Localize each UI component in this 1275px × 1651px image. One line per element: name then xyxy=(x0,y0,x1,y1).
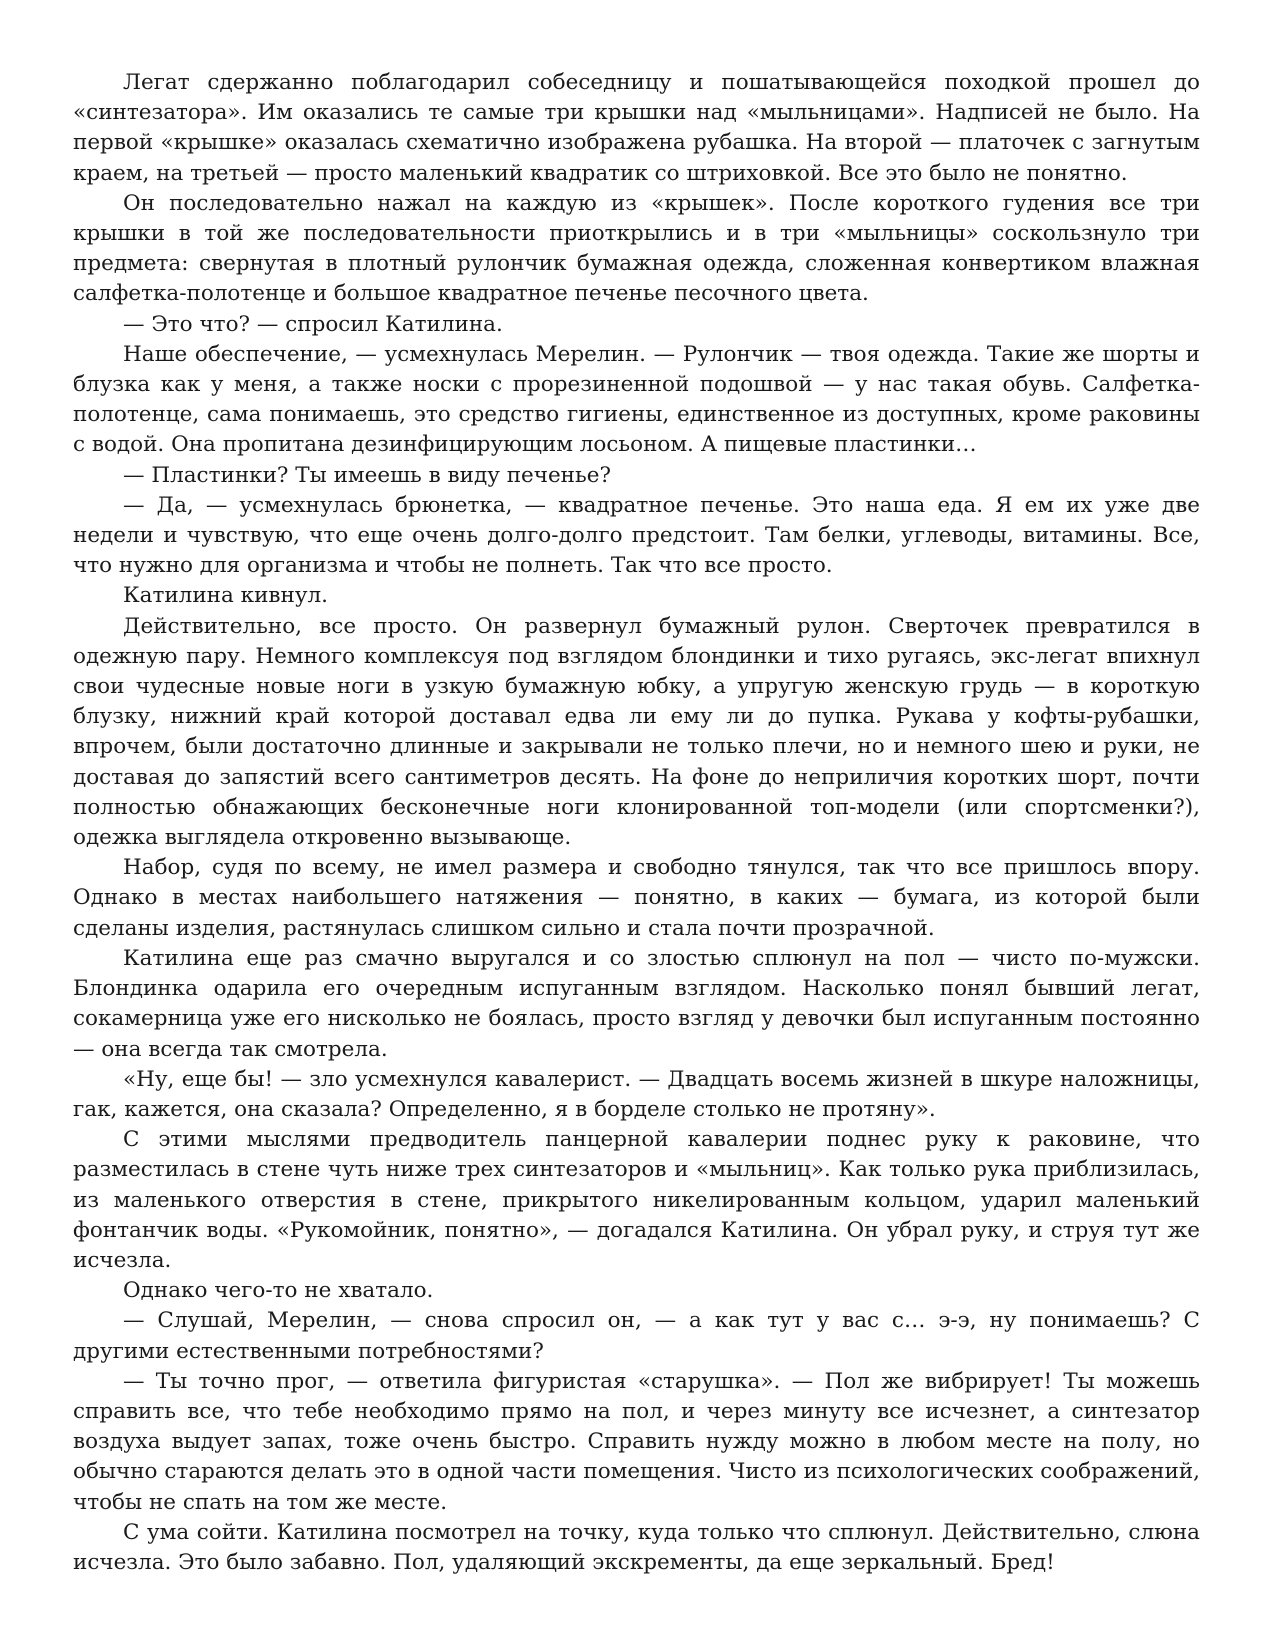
document-page xyxy=(73,68,1200,1578)
paragraph: Катилина кивнул. xyxy=(123,583,328,609)
paragraph: — Это что? — спросил Катилина. xyxy=(123,311,503,337)
paragraph: — Ты точно прог, — ответила фигуристая «старушка». — Пол же вибрирует! Ты можешь справить все, что тебе необходимо прямо на пол, и через минуту все исчезнет, а синтезатор воздуха выдует запах, тоже очень быстро. Справить нужду можно в любом месте на полу, но обычно стараются делать это в одной части помещения. Чисто из психологических соображений, чтобы не спать на том же месте. xyxy=(73,1368,1200,1515)
paragraph: «Ну, еще бы! — зло усмехнулся кавалерист. — Двадцать восемь жизней в шкуре наложницы, гак, кажется, она сказала? Определенно, я в борделе столько не протяну». xyxy=(73,1066,1200,1122)
paragraph: Однако чего-то не хватало. xyxy=(123,1278,434,1304)
paragraph: Легат сдержанно поблагодарил собеседницу и пошатывающейся походкой прошел до «синтезатора». Им оказались те самые три крышки над «мыльницами». Надписей не было. На первой «крышке» оказалась схематично изображена рубашка. На второй — платочек с загнутым краем, на третьей — просто маленький квадратик со штриховкой. Все это было не понятно. xyxy=(73,70,1200,186)
paragraph: С этими мыслями предводитель панцерной кавалерии поднес руку к раковине, что разместилась в стене чуть ниже трех синтезаторов и «мыльниц». Как только рука приблизилась, из маленького отверстия в стене, прикрытого никелированным кольцом, ударил маленький фонтанчик воды. «Рукомойник, понятно», — догадался Катилина. Он убрал руку, и струя тут же исчезла. xyxy=(73,1127,1200,1273)
paragraph: Он последовательно нажал на каждую из «крышек». После короткого гудения все три крышки в той же последовательности приоткрылись и в три «мыльницы» соскользнуло три предмета: свернутая в плотный рулончик бумажная одежда, сложенная конвертиком влажная салфетка-полотенце и большое квадратное печенье песочного цвета. xyxy=(73,190,1200,307)
paragraph: Действительно, все просто. Он развернул бумажный рулон. Сверточек превратился в одежную пару. Немного комплексуя под взглядом блондинки и тихо ругаясь, экс-легат впихнул свои чудесные новые ноги в узкую бумажную юбку, а упругую женскую грудь — в короткую блузку, нижний край которой доставал едва ли ему ли до пупка. Рукава у кофты-рубашки, впрочем, были достаточно длинные и закрывали не только плечи, но и немного шею и руки, не доставая до запястий всего сантиметров десять. На фоне до неприличия коротких шорт, почти полностью обнажающих бесконечные ноги клонированной топ-модели (или спортсменки?), одежка выглядела откровенно вызывающе. xyxy=(73,613,1200,851)
paragraph: Катилина еще раз смачно выругался и со злостью сплюнул на пол — чисто по-мужски. Блондинка одарила его очередным испуганным взглядом. Насколько понял бывший легат, сокамерница уже его нисколько не боялась, просто взгляд у девочки был испуганным постоянно — она всегда так смотрела. xyxy=(73,945,1200,1062)
paragraph: — Да, — усмехнулась брюнетка, — квадратное печенье. Это наша еда. Я ем их уже две недели и чувствую, что еще очень долго-долго предстоит. Там белки, углеводы, витамины. Все, что нужно для организма и чтобы не полнеть. Так что все просто. xyxy=(73,492,1200,579)
paragraph: — Пластинки? Ты имеешь в виду печенье? xyxy=(123,462,611,488)
paragraph: С ума сойти. Катилина посмотрел на точку, куда только что сплюнул. Действительно, слюна исчезла. Это было забавно. Пол, удаляющий экскременты, да еще зеркальный. Бред! xyxy=(73,1519,1200,1575)
paragraph: Наше обеспечение, — усмехнулась Мерелин. — Рулончик — твоя одежда. Такие же шорты и блузка как у меня, а также носки с прорезиненной подошвой — у нас такая обувь. Салфетка-полотенце, сама понимаешь, это средство гигиены, единственное из доступных, кроме раковины с водой. Она пропитана дезинфицирующим лосьоном. А пищевые пластинки… xyxy=(73,341,1200,458)
paragraph: — Слушай, Мерелин, — снова спросил он, — а как тут у вас с… э-э, ну понимаешь? С другими естественными потребностями? xyxy=(73,1308,1200,1364)
paragraph: Набор, судя по всему, не имел размера и свободно тянулся, так что все пришлось впору. Однако в местах наибольшего натяжения — понятно, в каких — бумага, из которой были сделаны изделия, растянулась слишком сильно и стала почти прозрачной. xyxy=(73,855,1200,941)
